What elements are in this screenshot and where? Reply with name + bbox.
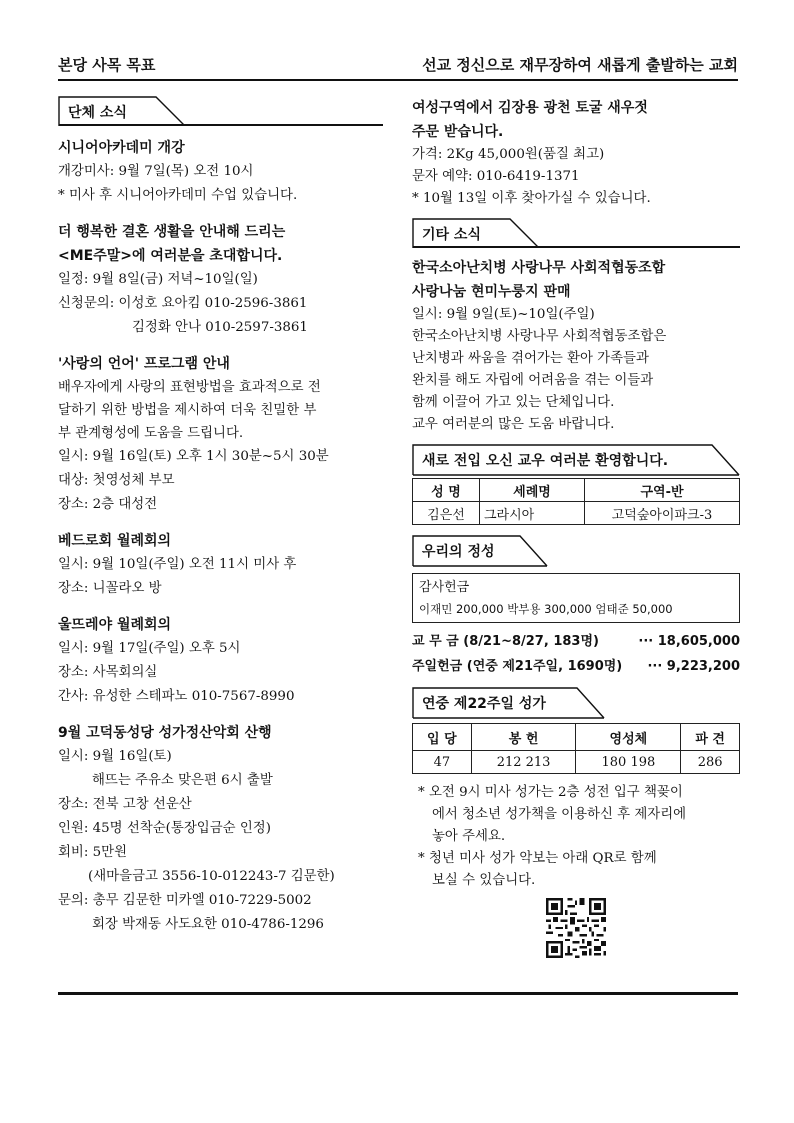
col-communion: 영성체 [576,724,681,751]
kimchi-title-2: 주문 받습니다. [412,124,504,140]
hymns-table [412,723,740,774]
hiking-date: 일시: 9월 16일(토) [58,749,172,764]
coop-desc-5: 교우 여러분의 많은 도움 바랍니다. [412,417,615,432]
me-contact-2: 김정화 안나 010-2597-3861 [132,320,308,335]
sunday-offering-value: ··· 9,223,200 [647,659,740,674]
hymn-note-2b: 보실 수 있습니다. [432,873,536,888]
kimchi-price: 가격: 2Kg 45,000원(품질 최고) [412,147,605,162]
sunday-offering-row [412,654,740,679]
tab-label: 연중 제22주일 성가 [422,696,546,712]
header-right-motto: 선교 정신으로 재무장하여 새롭게 출발하는 교회 [422,56,738,74]
cell-baptism: 그라시아 [480,502,585,525]
top-divider [58,79,738,81]
right-column [412,96,740,958]
left-column [58,96,383,937]
cell-recessional: 286 [681,751,740,774]
love-desc-1: 배우자에게 사랑의 표현방법을 효과적으로 전 [58,380,321,395]
bottom-divider [58,992,738,995]
dues-label: 교 무 금 (8/21~8/27, 183명) [412,634,599,649]
thanks-offering-donors: 이재민 200,000 박부용 300,000 엄태준 50,000 [419,602,673,616]
tab-label: 단체 소식 [68,105,127,121]
tab-label: 우리의 정성 [422,544,495,560]
hymn-note-1c: 놓아 주세요. [432,829,506,844]
ultreya-date: 일시: 9월 17일(주일) 오후 5시 [58,641,241,656]
peter-date: 일시: 9월 10일(주일) 오전 11시 미사 후 [58,557,297,572]
me-schedule: 일정: 9월 8일(금) 저녁~10일(일) [58,272,258,287]
page-header [58,52,738,78]
coop-desc-1: 한국소아난치병 사랑나무 사회적협동조합은 [412,329,667,344]
table-header-row [413,479,740,502]
love-place: 장소: 2층 대성전 [58,497,158,512]
me-contact-1: 신청문의: 이성호 요아킴 010-2596-3861 [58,296,308,311]
cell-name: 김은선 [413,502,480,525]
tab-label: 기타 소식 [422,227,481,243]
cell-district: 고덕숲아이파크-3 [585,502,740,525]
ultreya-title: 울뜨레야 월례회의 [58,617,172,633]
ultreya-place: 장소: 사목회의실 [58,665,158,680]
cell-offertory: 212 213 [471,751,576,774]
me-title-1: 더 행복한 결혼 생활을 안내해 드리는 [58,224,286,240]
hiking-place: 장소: 전북 고창 선운산 [58,797,192,812]
love-desc-3: 부 관계형성에 도움을 드립니다. [58,426,244,441]
hymn-note-1a: * 오전 9시 미사 성가는 2층 성전 입구 책꽂이 [418,785,683,800]
peter-place: 장소: 니꼴라오 방 [58,581,162,596]
hymn-note-2a: * 청년 미사 성가 악보는 아래 QR로 함께 [418,851,657,866]
dues-row [412,629,740,654]
academy-line: 개강미사: 9월 7일(목) 오전 10시 [58,164,254,179]
dues-value: ··· 18,605,000 [638,634,740,649]
col-recessional: 파 견 [681,724,740,751]
ultreya-secretary: 간사: 유성한 스테파노 010-7567-8990 [58,689,295,704]
coop-date: 일시: 9월 9일(토)~10일(주일) [412,307,595,322]
thanks-offering-box [412,573,740,623]
kimchi-title-1: 여성구역에서 김장용 광천 토굴 새우젓 [412,100,648,116]
col-district: 구역-반 [585,479,740,502]
love-desc-2: 달하기 위한 방법을 제시하여 더욱 친밀한 부 [58,403,317,418]
sunday-offering-label: 주일헌금 (연중 제21주일, 1690명) [412,659,623,674]
new-members-table [412,478,740,525]
me-title-2: <ME주말>에 여러분을 초대합니다. [58,248,283,264]
hiking-contact-2: 회장 박재동 사도요한 010-4786-1296 [92,917,324,932]
hiking-contact-1: 문의: 총무 김문한 미카엘 010-7229-5002 [58,893,312,908]
hiking-people: 인원: 45명 선착순(통장입금순 인정) [58,821,271,836]
col-entrance: 입 당 [413,724,472,751]
table-row [413,751,740,774]
table-header-row [413,724,740,751]
peter-title: 베드로회 월례회의 [58,533,172,549]
academy-title: 시니어아카데미 개강 [58,140,185,156]
coop-title-1: 한국소아난치병 사랑나무 사회적협동조합 [412,260,666,276]
tab-label: 새로 전입 오신 교우 여러분 환영합니다. [422,453,669,469]
section-tab-new-members [412,444,740,474]
love-date: 일시: 9월 16일(토) 오후 1시 30분~5시 30분 [58,449,329,464]
hiking-title: 9월 고덕동성당 성가정산악회 산행 [58,725,272,741]
section-tab-offering [412,535,740,565]
hiking-account: (새마을금고 3556-10-012243-7 김문한) [88,869,335,884]
academy-note: * 미사 후 시니어아카데미 수업 있습니다. [58,188,298,203]
cell-communion: 180 198 [576,751,681,774]
col-baptism: 세례명 [480,479,585,502]
coop-title-2: 사랑나눔 현미누룽지 판매 [412,284,571,300]
qr-code-icon[interactable] [546,898,606,958]
thanks-offering-title: 감사헌금 [419,580,470,595]
coop-desc-3: 완치를 해도 자립에 어려움을 겪는 이들과 [412,373,654,388]
love-target: 대상: 첫영성체 부모 [58,473,175,488]
kimchi-order: 문자 예약: 010-6419-1371 [412,169,580,184]
col-offertory: 봉 헌 [471,724,576,751]
cell-entrance: 47 [413,751,472,774]
section-tab-hymns [412,687,740,717]
hymn-note-1b: 에서 청소년 성가책을 이용하신 후 제자리에 [432,807,687,822]
section-tab-other-news [412,218,740,248]
hiking-fee: 회비: 5만원 [58,845,128,860]
kimchi-note: * 10월 13일 이후 찾아가실 수 있습니다. [412,191,651,206]
love-title: '사랑의 언어' 프로그램 안내 [58,356,230,372]
table-row [413,502,740,525]
section-tab-group-news [58,96,383,126]
hiking-departure: 해뜨는 주유소 맞은편 6시 출발 [92,773,273,788]
header-left-title: 본당 사목 목표 [58,56,156,74]
coop-desc-4: 함께 이끌어 가고 있는 단체입니다. [412,395,615,410]
coop-desc-2: 난치병과 싸움을 겪어가는 환아 가족들과 [412,351,649,366]
col-name: 성 명 [413,479,480,502]
